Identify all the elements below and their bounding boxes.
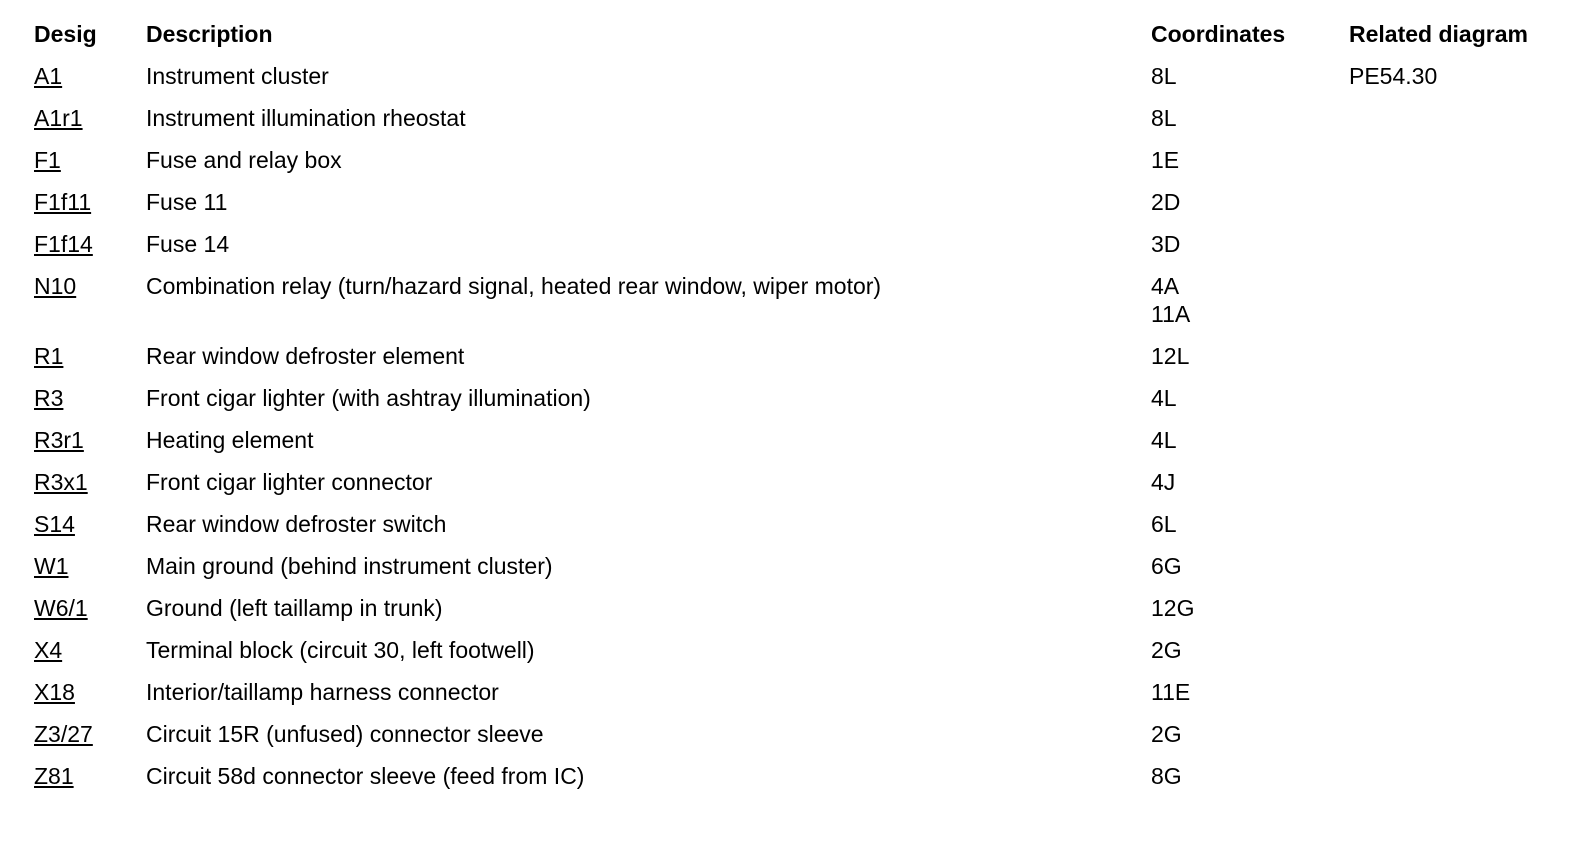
desig-cell	[26, 62, 146, 104]
description-cell: Heating element	[146, 427, 314, 453]
coordinate-value: 8G	[1151, 763, 1182, 789]
table-row	[26, 62, 1549, 104]
desig-cell	[26, 384, 146, 426]
description-cell: Instrument illumination rheostat	[146, 105, 466, 131]
coordinates-cell	[1151, 636, 1349, 678]
description-cell: Terminal block (circuit 30, left footwell)	[146, 637, 535, 663]
header-row	[26, 20, 1549, 62]
coordinate-value: 2G	[1151, 721, 1182, 747]
coordinate-value: 8L	[1151, 63, 1177, 89]
desig-cell	[26, 146, 146, 188]
coordinate-value: 3D	[1151, 231, 1181, 257]
desig-cell	[26, 426, 146, 468]
coordinate-value: 11E	[1151, 679, 1191, 705]
desig-cell	[26, 678, 146, 720]
coordinate-value: 4L	[1151, 427, 1177, 453]
related-diagram-cell	[1349, 230, 1549, 272]
desig-cell	[26, 230, 146, 272]
coordinate-value: 4A	[1151, 273, 1180, 299]
coordinate-value: 8L	[1151, 105, 1177, 131]
description-cell: Fuse 14	[146, 231, 230, 257]
related-diagram-cell	[1349, 552, 1549, 594]
header-related-diagram: Related diagram	[1349, 21, 1528, 47]
designation-link[interactable]: R3r1	[34, 427, 84, 453]
designation-link[interactable]: W6/1	[34, 595, 88, 621]
table-row	[26, 720, 1549, 762]
table-row	[26, 146, 1549, 188]
coordinates-cell	[1151, 678, 1349, 720]
description-cell: Fuse and relay box	[146, 147, 342, 173]
header-desig: Desig	[34, 21, 97, 47]
coordinates-cell	[1151, 552, 1349, 594]
table-row	[26, 468, 1549, 510]
coordinate-value: 2D	[1151, 189, 1181, 215]
coordinate-value: 12G	[1151, 595, 1195, 621]
table-row	[26, 188, 1549, 230]
designation-link[interactable]: X4	[34, 637, 63, 663]
legend-body	[26, 62, 1549, 804]
description-cell: Fuse 11	[146, 189, 228, 215]
desig-cell	[26, 188, 146, 230]
related-diagram-cell	[1349, 342, 1549, 384]
designation-link[interactable]: S14	[34, 511, 75, 537]
coordinate-value: 2G	[1151, 637, 1182, 663]
related-diagram-cell	[1349, 636, 1549, 678]
coordinates-cell	[1151, 510, 1349, 552]
coordinate-value: 4J	[1151, 469, 1176, 495]
coordinate-value: 6G	[1151, 553, 1182, 579]
coordinates-cell	[1151, 762, 1349, 804]
coordinates-cell	[1151, 62, 1349, 104]
header-coordinates: Coordinates	[1151, 21, 1286, 47]
related-diagram-cell	[1349, 720, 1549, 762]
table-row	[26, 678, 1549, 720]
table-row	[26, 510, 1549, 552]
table-row	[26, 636, 1549, 678]
desig-cell	[26, 342, 146, 384]
coordinate-value: 1E	[1151, 147, 1180, 173]
coordinates-cell	[1151, 272, 1349, 342]
coordinates-cell	[1151, 188, 1349, 230]
designation-link[interactable]: A1	[34, 63, 63, 89]
table-row	[26, 342, 1549, 384]
description-cell: Rear window defroster element	[146, 343, 465, 369]
description-cell: Ground (left taillamp in trunk)	[146, 595, 443, 621]
related-diagram-cell	[1349, 594, 1549, 636]
coordinates-cell	[1151, 146, 1349, 188]
related-diagram-cell	[1349, 272, 1549, 342]
desig-cell	[26, 272, 146, 342]
coordinates-cell	[1151, 104, 1349, 146]
header-description: Description	[146, 21, 273, 47]
designation-link[interactable]: F1	[34, 147, 61, 173]
description-cell: Instrument cluster	[146, 63, 329, 89]
coordinates-cell	[1151, 230, 1349, 272]
designation-link[interactable]: R3	[34, 385, 64, 411]
desig-cell	[26, 762, 146, 804]
related-diagram-cell: PE54.30	[1349, 63, 1438, 89]
table-row	[26, 104, 1549, 146]
description-cell: Circuit 58d connector sleeve (feed from IC)	[146, 763, 585, 789]
table-row	[26, 762, 1549, 804]
coordinate-value: 4L	[1151, 385, 1177, 411]
designation-link[interactable]: R1	[34, 343, 64, 369]
description-cell: Interior/taillamp harness connector	[146, 679, 499, 705]
related-diagram-cell	[1349, 188, 1549, 230]
description-cell: Front cigar lighter (with ashtray illumination)	[146, 385, 591, 411]
desig-cell	[26, 720, 146, 762]
coordinate-value: 6L	[1151, 511, 1177, 537]
designation-link[interactable]: F1f14	[34, 231, 93, 257]
description-cell: Front cigar lighter connector	[146, 469, 433, 495]
table-row	[26, 230, 1549, 272]
related-diagram-cell	[1349, 146, 1549, 188]
designation-link[interactable]: Z3/27	[34, 721, 93, 747]
coordinate-value: 12L	[1151, 343, 1190, 369]
description-cell: Rear window defroster switch	[146, 511, 447, 537]
designation-link[interactable]: W1	[34, 553, 69, 579]
related-diagram-cell	[1349, 762, 1549, 804]
related-diagram-cell	[1349, 104, 1549, 146]
table-row	[26, 594, 1549, 636]
designation-link[interactable]: F1f11	[34, 189, 92, 215]
table-row	[26, 384, 1549, 426]
coordinates-cell	[1151, 384, 1349, 426]
related-diagram-cell	[1349, 384, 1549, 426]
designation-link[interactable]: N10	[34, 273, 77, 299]
coordinates-cell	[1151, 468, 1349, 510]
designation-link[interactable]: A1r1	[34, 105, 83, 131]
desig-cell	[26, 594, 146, 636]
description-cell: Combination relay (turn/hazard signal, heated rear window, wiper motor)	[146, 273, 882, 299]
coordinates-cell	[1151, 342, 1349, 384]
desig-cell	[26, 636, 146, 678]
related-diagram-cell	[1349, 468, 1549, 510]
table-row	[26, 272, 1549, 342]
coordinates-cell	[1151, 594, 1349, 636]
desig-cell	[26, 552, 146, 594]
related-diagram-cell	[1349, 426, 1549, 468]
description-cell: Circuit 15R (unfused) connector sleeve	[146, 721, 544, 747]
designation-link[interactable]: Z81	[34, 763, 74, 789]
desig-cell	[26, 468, 146, 510]
component-legend-table	[26, 20, 1549, 804]
designation-link[interactable]: X18	[34, 679, 75, 705]
designation-link[interactable]: R3x1	[34, 469, 88, 495]
description-cell: Main ground (behind instrument cluster)	[146, 553, 553, 579]
coordinates-cell	[1151, 426, 1349, 468]
table-row	[26, 426, 1549, 468]
desig-cell	[26, 104, 146, 146]
related-diagram-cell	[1349, 510, 1549, 552]
table-row	[26, 552, 1549, 594]
related-diagram-cell	[1349, 678, 1549, 720]
desig-cell	[26, 510, 146, 552]
coordinates-cell	[1151, 720, 1349, 762]
coordinate-value: 11A	[1151, 301, 1191, 327]
